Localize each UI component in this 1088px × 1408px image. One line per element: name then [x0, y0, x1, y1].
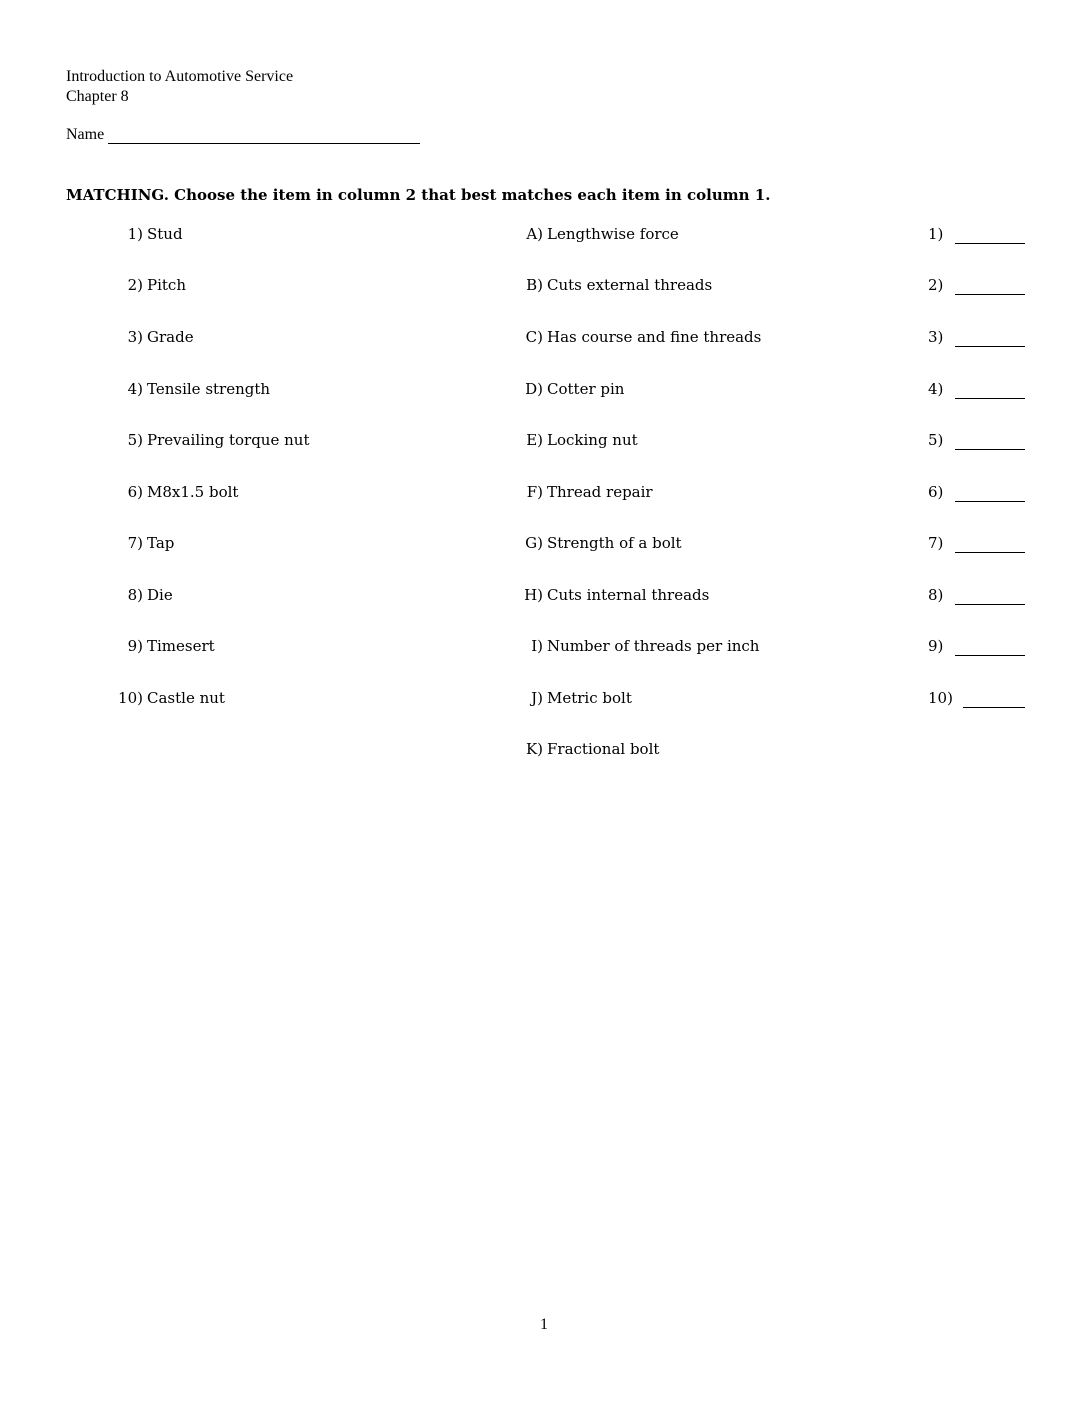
definition-text: Cotter pin — [547, 380, 625, 398]
definition-letter: B) — [526, 276, 543, 294]
answer-label: 6) — [928, 483, 944, 501]
answer-blank[interactable] — [955, 655, 1025, 656]
answer-blank[interactable] — [955, 501, 1025, 502]
term-number: 2) — [127, 276, 143, 294]
term-text: Die — [147, 586, 173, 604]
answer-label: 10) — [928, 689, 953, 707]
definition-text: Number of threads per inch — [547, 637, 760, 655]
term-number: 9) — [127, 637, 143, 655]
definition-text: Has course and fine threads — [547, 328, 762, 346]
definition-text: Lengthwise force — [547, 225, 679, 243]
definition-text: Metric bolt — [547, 689, 632, 707]
definition-letter: I) — [531, 637, 543, 655]
answer-label: 9) — [928, 637, 944, 655]
definition-letter: K) — [525, 740, 543, 758]
definition-letter: A) — [526, 225, 543, 243]
definition-letter: F) — [526, 483, 543, 501]
answer-label: 2) — [928, 276, 944, 294]
definition-letter: G) — [525, 534, 543, 552]
term-text: Pitch — [147, 276, 186, 294]
answer-blank[interactable] — [955, 552, 1025, 553]
term-number: 6) — [127, 483, 143, 501]
answer-blank[interactable] — [955, 604, 1025, 605]
answer-label: 8) — [928, 586, 944, 604]
name-label: Name — [66, 126, 105, 143]
definition-text: Fractional bolt — [547, 740, 660, 758]
term-text: Castle nut — [147, 689, 225, 707]
term-text: Stud — [147, 225, 183, 243]
answer-blank[interactable] — [955, 398, 1025, 399]
definition-letter: D) — [525, 380, 543, 398]
name-field[interactable] — [108, 143, 420, 144]
term-text: M8x1.5 bolt — [147, 483, 239, 501]
term-number: 4) — [127, 380, 143, 398]
answer-label: 1) — [928, 225, 944, 243]
course-title: Introduction to Automotive Service — [66, 68, 294, 85]
definition-text: Cuts internal threads — [547, 586, 710, 604]
definition-text: Strength of a bolt — [547, 534, 682, 552]
term-number: 3) — [127, 328, 143, 346]
definition-letter: H) — [524, 586, 543, 604]
term-text: Tensile strength — [147, 380, 271, 398]
definition-text: Thread repair — [547, 483, 653, 501]
term-text: Timesert — [147, 637, 215, 655]
term-text: Grade — [147, 328, 194, 346]
definition-letter: J) — [531, 689, 543, 707]
answer-label: 4) — [928, 380, 944, 398]
definition-text: Locking nut — [547, 431, 638, 449]
term-number: 10) — [118, 689, 143, 707]
term-number: 7) — [127, 534, 143, 552]
answer-label: 3) — [928, 328, 944, 346]
answer-blank[interactable] — [963, 707, 1025, 708]
answer-label: 7) — [928, 534, 944, 552]
definition-letter: E) — [526, 431, 543, 449]
chapter-title: Chapter 8 — [66, 88, 129, 105]
answer-blank[interactable] — [955, 243, 1025, 244]
term-text: Prevailing torque nut — [147, 431, 310, 449]
term-text: Tap — [147, 534, 175, 552]
term-number: 8) — [127, 586, 143, 604]
answer-blank[interactable] — [955, 294, 1025, 295]
answer-blank[interactable] — [955, 449, 1025, 450]
term-number: 5) — [127, 431, 143, 449]
term-number: 1) — [127, 225, 143, 243]
definition-letter: C) — [525, 328, 543, 346]
answer-blank[interactable] — [955, 346, 1025, 347]
page-number: 1 — [540, 1316, 548, 1333]
answer-label: 5) — [928, 431, 944, 449]
instructions: MATCHING. Choose the item in column 2 that best matches each item in column 1. — [66, 186, 771, 204]
definition-text: Cuts external threads — [547, 276, 713, 294]
